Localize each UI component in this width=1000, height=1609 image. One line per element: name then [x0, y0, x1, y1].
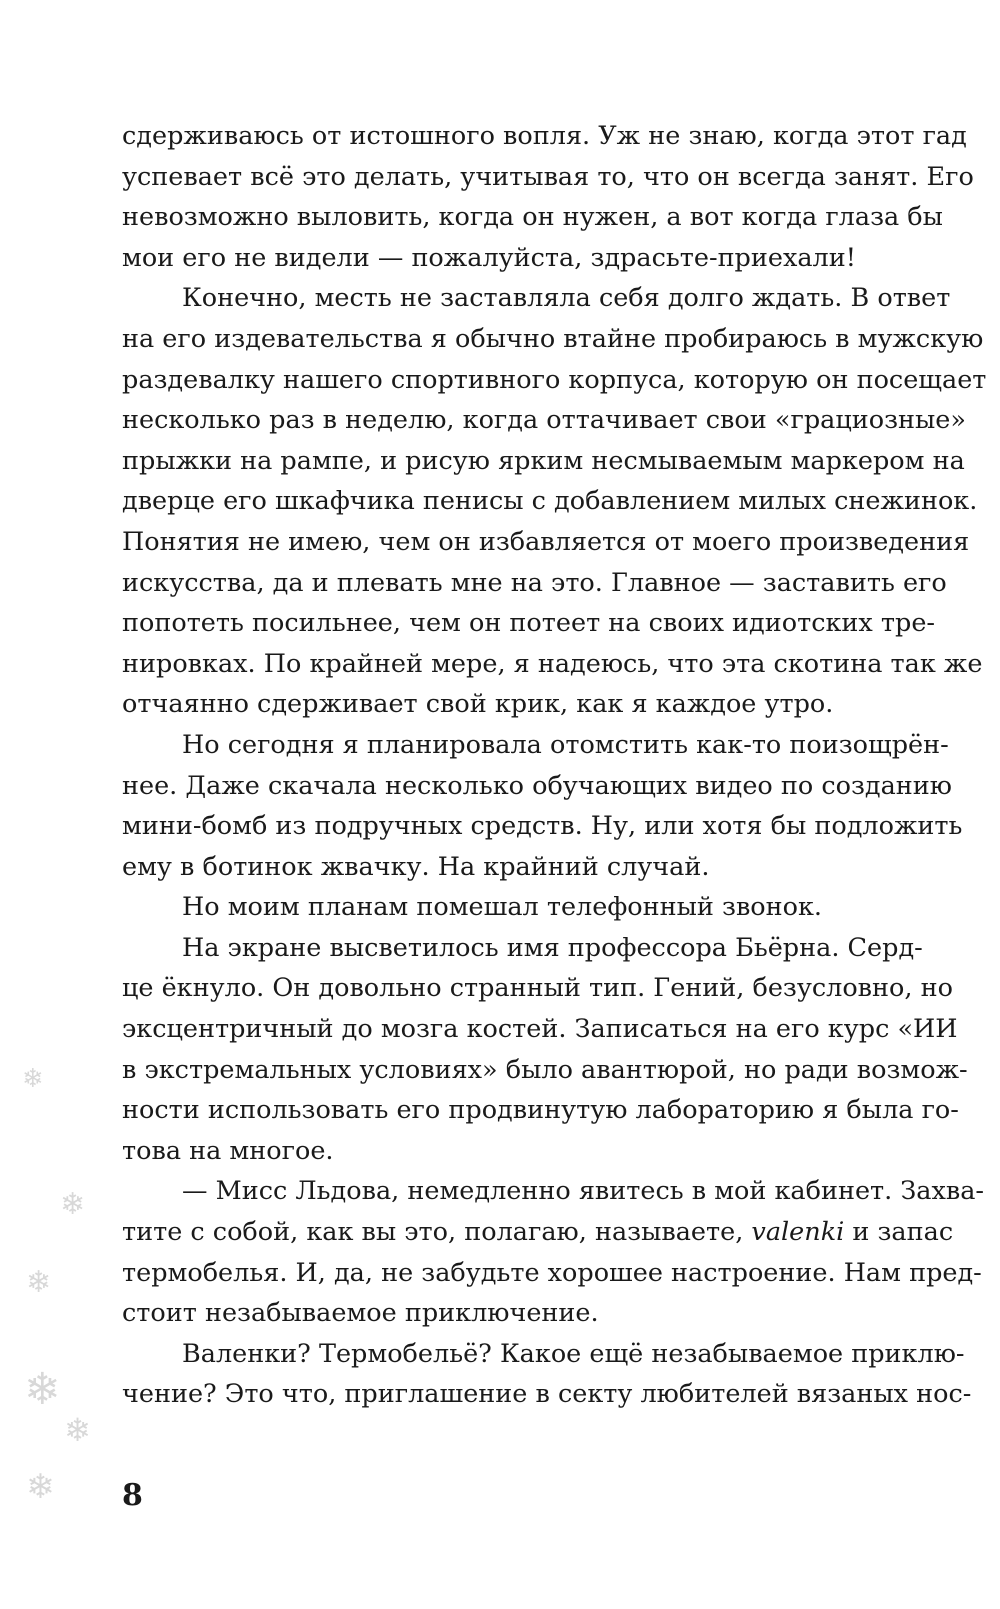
text-line: эксцентричный до мозга костей. Записаться на его курс «ИИ — [122, 1014, 958, 1045]
text-line: Конечно, месть не заставляла себя долго ждать. В ответ — [182, 283, 951, 314]
text-line: Понятия не имею, чем он избавляется от моего произведения — [122, 526, 970, 557]
text-line: раздевалку нашего спортивного корпуса, которую он посещает — [122, 364, 987, 395]
text-line: това на многое. — [122, 1135, 334, 1166]
text-line: Но сегодня я планировала отомстить как-то поизощрён- — [182, 729, 949, 760]
text-line: дверце его шкафчика пенисы с добавлением милых снежинок. — [122, 486, 978, 517]
text-line: — Мисс Льдова, немедленно явитесь в мой кабинет. Захва- — [182, 1176, 985, 1207]
text-line: на его издевательства я обычно втайне пробираюсь в мужскую — [122, 323, 984, 354]
text-line: Валенки? Термобельё? Какое ещё незабываемое приклю- — [182, 1338, 965, 1369]
snowflake-icon: ❄ — [64, 1411, 91, 1449]
snowflake-icon: ❄ — [22, 1064, 44, 1094]
text-line: нировках. По крайней мере, я надеюсь, что эта скотина так же — [122, 648, 983, 679]
snowflake-icon: ❄ — [24, 1364, 61, 1415]
text-line: прыжки на рампе, и рисую ярким несмываемым маркером на — [122, 445, 965, 476]
text-line: отчаянно сдерживает свой крик, как я каждое утро. — [122, 689, 834, 720]
text-line-with-italic: тите с собой, как вы это, полагаю, называете, valenki и запас — [122, 1217, 954, 1248]
body-text — [122, 116, 987, 1415]
page-number: 8 — [122, 1478, 143, 1513]
text-line: чение? Это что, приглашение в секту любителей вязаных нос- — [122, 1379, 972, 1410]
snowflake-icon: ❄ — [26, 1467, 55, 1507]
text-line: На экране высветилось имя профессора Бьёрна. Серд- — [182, 932, 923, 963]
snowflake-icon: ❄ — [26, 1265, 52, 1300]
text-line: нее. Даже скачала несколько обучающих видео по созданию — [122, 770, 952, 801]
text-line: успевает всё это делать, учитывая то, что он всегда занят. Его — [122, 161, 974, 192]
text-line: це ёкнуло. Он довольно странный тип. Гений, безусловно, но — [122, 973, 953, 1004]
snowflake-icon: ❄ — [60, 1187, 86, 1222]
text-line: ности использовать его продвинутую лабораторию я была го- — [122, 1095, 959, 1126]
text-line: искусства, да и плевать мне на это. Главное — заставить его — [122, 567, 947, 598]
text-line: в экстремальных условиях» было авантюрой, но ради возмож- — [122, 1054, 968, 1085]
text-line: попотеть посильнее, чем он потеет на своих идиотских тре- — [122, 608, 936, 639]
text-line: невозможно выловить, когда он нужен, а вот когда глаза бы — [122, 202, 943, 233]
italic-word: valenki — [751, 1217, 845, 1248]
text-line: термобелья. И, да, не забудьте хорошее настроение. Нам пред- — [122, 1257, 982, 1288]
text-line: несколько раз в неделю, когда оттачивает свои «грациозные» — [122, 405, 966, 436]
text-line: ему в ботинок жвачку. На крайний случай. — [122, 851, 710, 882]
text-line: стоит незабываемое приключение. — [122, 1298, 599, 1329]
text-line: мои его не видели — пожалуйста, здрасьте-приехали! — [122, 242, 856, 273]
text-line: Но моим планам помешал телефонный звонок. — [182, 892, 823, 923]
text-line: сдерживаюсь от истошного вопля. Уж не знаю, когда этот гад — [122, 121, 967, 151]
text-line: мини-бомб из подручных средств. Ну, или хотя бы подложить — [122, 811, 963, 842]
